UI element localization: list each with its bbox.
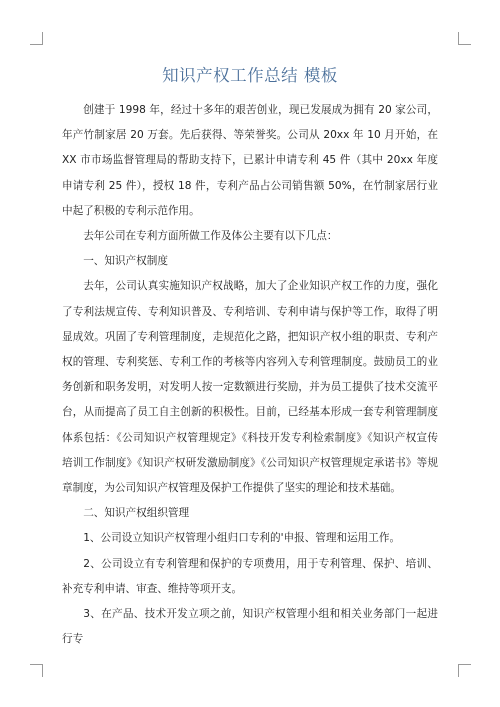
list-item-1: 1、公司设立知识产权管理小组归口专利的'申报、管理和运用工作。 xyxy=(83,532,401,545)
section-heading-ip-system: 一、知识产权制度 xyxy=(83,255,168,268)
crop-mark-top-right xyxy=(458,32,471,45)
paragraph-intro: 创建于 1998 年，经过十多年的艰苦创业，现已发展成为拥有 20 家公司，年产竹制家居 20 万套。先后获得、等荣誉奖。公司从 20xx 年 10 月开始，在 XX 市市场监督管理局的帮助支持下，已累计申请专利 45 件（其中 20xx 年度申请专利 25 件），授权 18 件，专利产品占公司销售额 50%，在竹制家居行业中起了积极的专利示范作用。 xyxy=(62,104,438,217)
section-heading-ip-organization: 二、知识产权组织管理 xyxy=(83,507,190,520)
paragraph-summary-lead: 去年公司在专利方面所做工作及体公主要有以下几点： xyxy=(83,230,338,243)
crop-mark-top-left xyxy=(30,32,43,45)
crop-mark-bottom-right xyxy=(458,664,471,677)
document-title: 知识产权工作总结 模板 xyxy=(162,66,338,85)
crop-mark-bottom-left xyxy=(30,664,43,677)
document-body xyxy=(62,98,438,652)
list-item-3: 3、在产品、技术开发立项之前，知识产权管理小组和相关业务部门一起进行专 xyxy=(62,608,438,646)
list-item-2: 2、公司设立有专利管理和保护的专项费用，用于专利管理、保护、培训、补充专利申请、审查、维持等项开支。 xyxy=(62,557,438,595)
paragraph-ip-system: 去年，公司认真实施知识产权战略，加大了企业知识产权工作的力度，强化了专利法规宣传、专利知识普及、专利培训、专利申请与保护等工作，取得了明显成效。巩固了专利管理制度，走规范化之路，把知识产权小组的职责、专利产权的管理、专利奖惩、专利工作的考核等内容列入专利管理制度。鼓励员工的业务创新和职务发明，对发明人按一定数额进行奖励，并为员工提供了技术交流平台，从而提高了员工自主创新的积极性。目前，已经基本形成一套专利管理制度体系包括：《公司知识产权管理规定》《科技开发专利检索制度》《知识产权宣传培训工作制度》《知识产权研发激励制度》《公司知识产权管理规定承诺书》等规章制度，为公司知识产权管理及保护工作提供了坚实的理论和技术基础。 xyxy=(62,280,438,495)
